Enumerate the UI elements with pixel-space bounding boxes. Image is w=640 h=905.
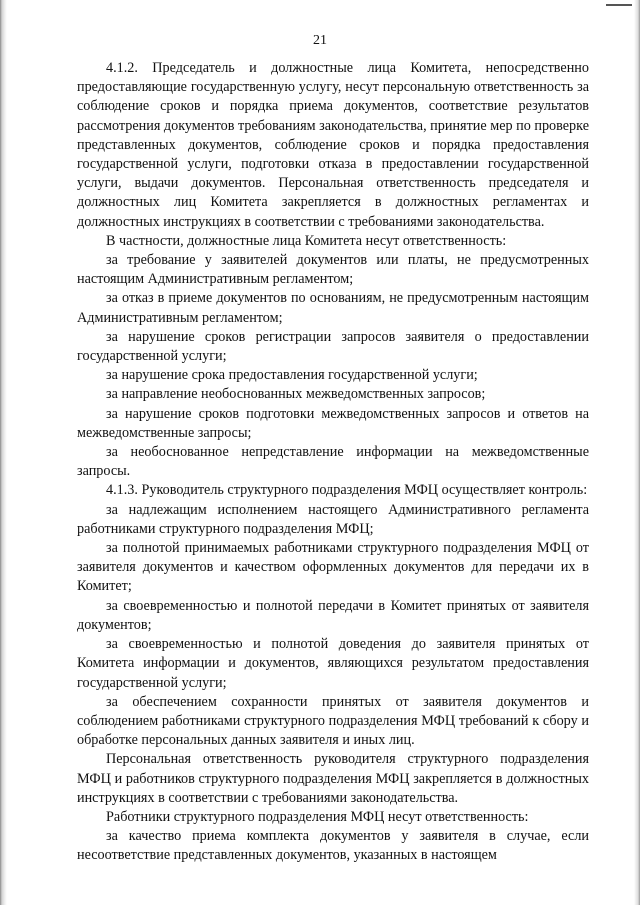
paragraph-4-1-2: 4.1.2. Председатель и должностные лица Комитета, непосредственно предоставляющие государственную услугу, несут персональную ответственность за соблюдение сроков и порядка приема документов, соответствие результатов рассмотрения документов требованиям законодательства, принятие мер по проверке представленных документов, соблюдение сроков и порядка предоставления государственной услуги, подготовки отказа в предоставлении государственной услуги, выдачи документов. Персональная ответственность председателя и должностных лиц Комитета закрепляется в должностных регламентах и должностных инструкциях в соответствии с требованиями законодательства.	[77, 60, 589, 230]
list-item-non-provision: за необоснованное непредставление информации на межведомственные запросы.	[77, 444, 589, 480]
list-item-document-demand: за требование у заявителей документов или платы, не предусмотренных настоящим Административным регламентом;	[77, 252, 589, 288]
paragraph-personal-responsibility: Персональная ответственность руководителя структурного подразделения МФЦ и работников структурного подразделения МФЦ закрепляется в должностных инструкциях в соответствии с требованиями законодательства.	[77, 751, 589, 806]
paragraph-staff-responsibility: Работники структурного подразделения МФЦ несут ответственность:	[106, 808, 529, 825]
paragraph-responsibility-intro: В частности, должностные лица Комитета несут ответственность:	[106, 232, 507, 249]
list-item-document-safety: за обеспечением сохранности принятых от заявителя документов и соблюдением работниками структурного подразделения МФЦ требований к сбору и обработке персональных данных заявителя и иных лиц.	[77, 693, 589, 749]
list-item-refusal: за отказ в приеме документов по основаниям, не предусмотренным настоящим Административным регламентом;	[77, 290, 589, 326]
list-item-delivery-timeliness: за своевременностью и полнотой доведения до заявителя принятых от Комитета информации и документов, являющихся результатом предоставления государственной услуги;	[77, 636, 589, 691]
list-item-service-deadline: за нарушение срока предоставления государственной услуги;	[106, 367, 478, 384]
list-item-transfer-timeliness: за своевременностью и полнотой передачи в Комитет принятых от заявителя документов;	[77, 597, 589, 633]
scan-left-edge	[0, 0, 7, 905]
list-item-regulation-execution: за надлежащим исполнением настоящего Административного регламента работниками структурного подразделения МФЦ;	[77, 501, 589, 537]
list-item-unfounded-requests: за направление необоснованных межведомственных запросов;	[106, 386, 486, 403]
list-item-request-deadlines: за нарушение сроков подготовки межведомственных запросов и ответов на межведомственные запросы;	[77, 405, 589, 441]
scan-right-edge	[634, 0, 640, 905]
paragraph-4-1-3: 4.1.3. Руководитель структурного подразделения МФЦ осуществляет контроль:	[106, 482, 588, 499]
list-item-registration-deadline: за нарушение сроков регистрации запросов заявителя о предоставлении государственной услуги;	[77, 328, 589, 365]
list-item-document-completeness: за полнотой принимаемых работниками структурного подразделения МФЦ от заявителя документов и качеством оформленных документов для передачи их в Комитет;	[77, 540, 589, 595]
scan-corner-mark	[606, 0, 632, 6]
document-body	[77, 59, 589, 866]
page-number: 21	[313, 33, 327, 48]
list-item-reception-quality: за качество приема комплекта документов у заявителя в случае, если несоответствие представленных документов, указанных в настоящем	[77, 828, 589, 864]
